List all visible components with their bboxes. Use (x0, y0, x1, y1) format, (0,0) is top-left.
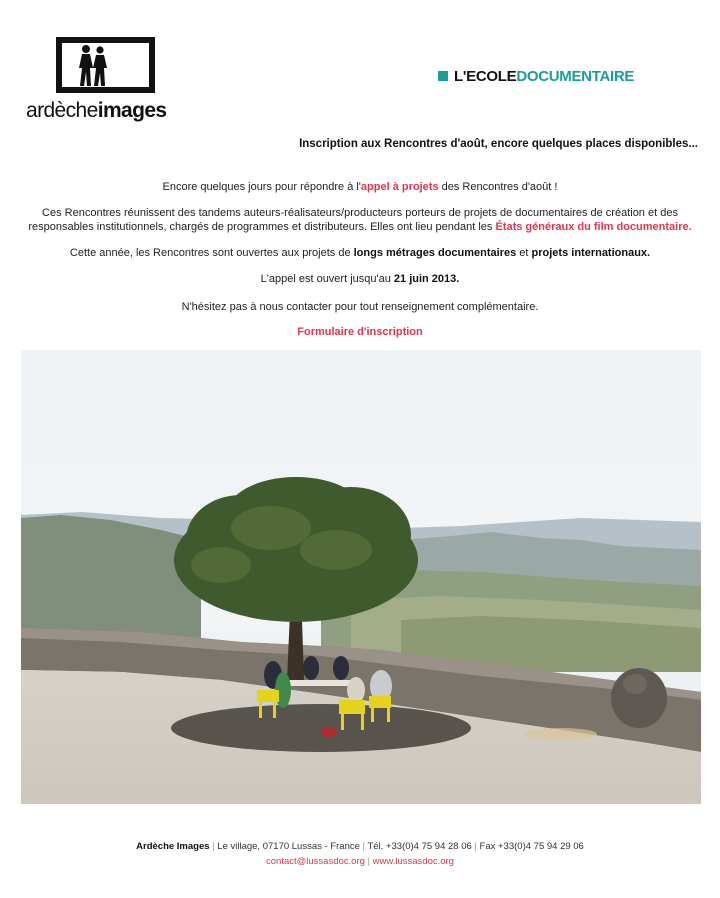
appel-projets-link[interactable]: appel à projets (360, 181, 439, 193)
paragraph-contact: N'hésitez pas à nous contacter pour tout renseignement complémentaire. (181, 301, 539, 313)
footer-contact: contact@lussasdoc.org | www.lussasdoc.org (266, 856, 454, 867)
ecole-documentaire-logo[interactable]: L'ECOLEDOCUMENTAIRE (438, 68, 634, 85)
paragraph-description: Ces Rencontres réunissent des tandems auteurs-réalisateurs/producteurs porteurs de projets de documentaires de création et des responsables institutionnels, chargés de programmes et distributeurs. Elles ont lieu pendant les États généraux du film documentaire. (28, 207, 692, 233)
logo-mark-icon (53, 34, 158, 96)
paragraph-deadline: L'appel est ouvert jusqu'au 21 juin 2013. (260, 273, 460, 285)
formulaire-inscription-link[interactable]: Formulaire d'inscription (297, 326, 423, 338)
headline: Inscription aux Rencontres d'août, encore quelques places disponibles... (299, 138, 698, 150)
paragraph-projects: Cette année, les Rencontres sont ouvertes aux projets de longs métrages documentaires et projets internationaux. (69, 247, 651, 259)
logo-wordmark: ardècheimages (26, 99, 167, 122)
footer-address: Ardèche Images | Le village, 07170 Lussas - France | Tél. +33(0)4 75 94 28 06 | Fax +33(0)4 75 94 29 06 (136, 841, 584, 852)
form-link-line (20, 325, 700, 339)
website-link[interactable]: www.lussasdoc.org (372, 856, 454, 867)
etats-generaux-link[interactable]: États généraux du film documentaire. (495, 221, 692, 233)
square-icon (438, 71, 448, 81)
email-link[interactable]: contact@lussasdoc.org (266, 856, 365, 867)
landscape-photo (21, 350, 701, 804)
paragraph-intro: Encore quelques jours pour répondre à l'appel à projets des Rencontres d'août ! (162, 181, 558, 193)
